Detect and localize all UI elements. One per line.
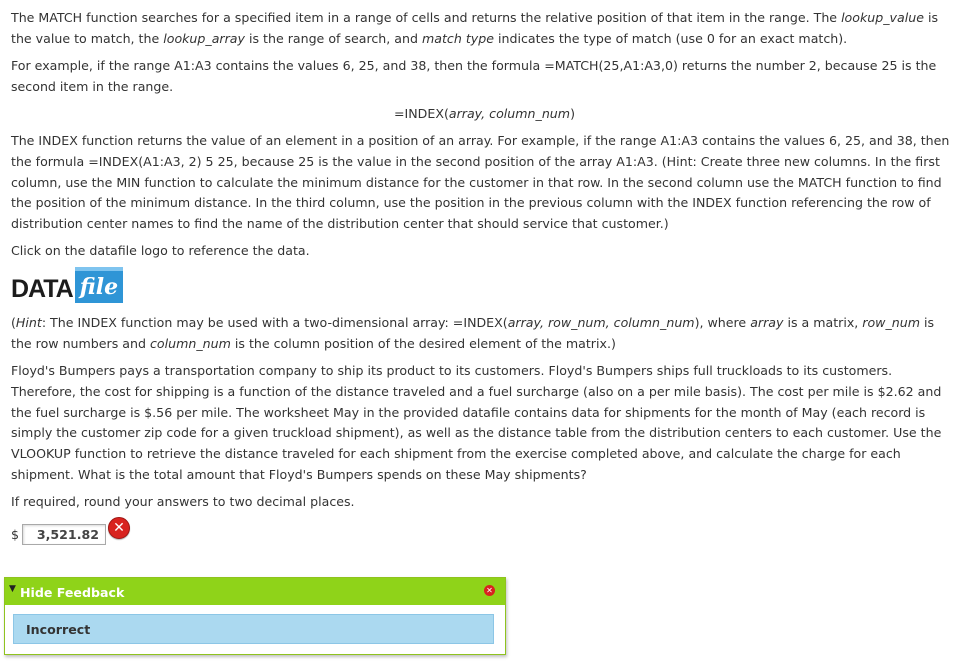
x-circle-icon: ✕: [108, 517, 130, 539]
index-description: The INDEX function returns the value of an element in a position of an array. For example, if the range A1:A3 contains the values 6, 25, and 38, then the formula =INDEX(A1:A3, 2) 5 25, because 25 is the value in the second position of the array A1:A3. (Hint: Create three new columns. In the first column, use the MIN function to calculate the minimum distance for the customer in that row. In the second column use the MATCH function to find the position of the minimum distance. In the third column, use the position in the previous column with the INDEX function referencing the row of distribution center names to find the name of the distribution center that should service that customer.): [11, 133, 950, 232]
feedback-result-text: Incorrect: [26, 621, 91, 637]
match-example: For example, if the range A1:A3 contains the values 6, 25, and 38, then the formula =MATCH(25,A1:A3,0) returns the number 2, because 25 is the second item in the range.: [11, 58, 937, 94]
feedback-panel: [4, 577, 506, 655]
triangle-down-icon[interactable]: ▼: [9, 584, 16, 594]
close-icon[interactable]: ✕: [484, 585, 495, 596]
rounding-instruction: If required, round your answers to two decimal places.: [11, 494, 355, 509]
problem-statement: Floyd's Bumpers pays a transportation company to ship its product to its customers. Floyd's Bumpers ships full truckloads to its customers. Therefore, the cost for shipping is a function of the distance traveled and a fuel surcharge (also on a per mile basis). The cost per mile is $2.62 and the fuel surcharge is $.56 per mile. The worksheet May in the provided datafile contains data for shipments for the month of May (each record is simply the customer zip code for a given truckload shipment), as well as the distance table from the distribution centers to each customer. Use the VLOOKUP function to retrieve the distance traveled for each shipment from the exercise completed above, and calculate the charge for each shipment. What is the total amount that Floyd's Bumpers spends on these May shipments?: [11, 363, 942, 482]
datafile-logo[interactable]: [11, 268, 123, 304]
currency-symbol: $: [11, 526, 20, 542]
answer-row: [11, 519, 130, 549]
match-description: The MATCH function searches for a specified item in a range of cells and returns the relative position of that item in the range. The lookup_value is the value to match, the lookup_array is the range of search, and match type indicates the type of match (use 0 for an exact match).: [11, 10, 939, 46]
hide-feedback-toggle[interactable]: Hide Feedback: [20, 584, 125, 600]
index-formula: =INDEX(array, column_num): [394, 106, 575, 121]
feedback-result: [13, 614, 494, 644]
index-2d-hint: (Hint: The INDEX function may be used with a two-dimensional array: =INDEX(array, row_num, column_num), where array is a matrix, row_num is the row numbers and column_num is the column position of the desired element of the matrix.): [11, 315, 935, 351]
feedback-header[interactable]: [5, 578, 505, 605]
logo-data-text: DATA: [11, 275, 73, 303]
answer-input[interactable]: 3,521.82: [22, 524, 106, 545]
logo-file-text: file: [75, 267, 123, 303]
datafile-instruction: Click on the datafile logo to reference the data.: [11, 243, 310, 258]
